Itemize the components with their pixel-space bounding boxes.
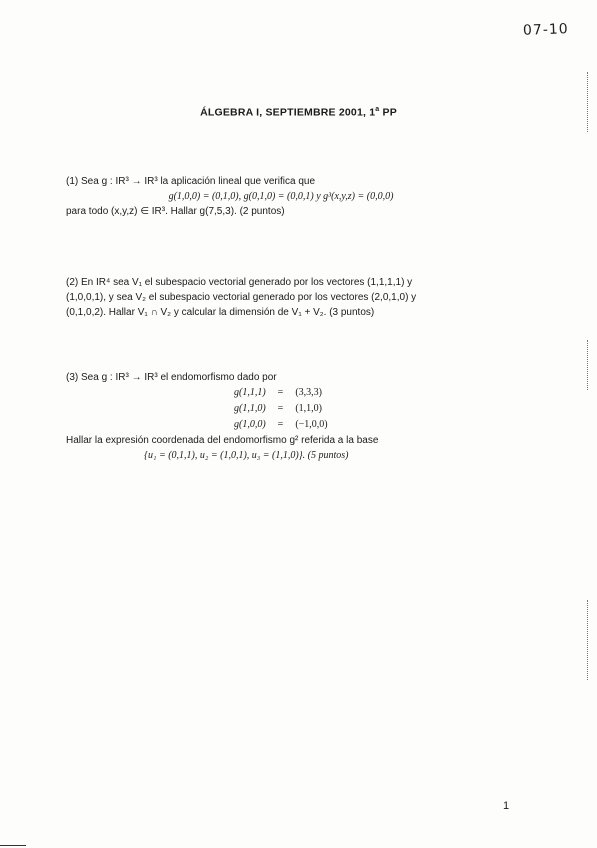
problem-3-equations [228,385,334,433]
equation-lhs: g(1,1,1) [234,387,266,398]
page-number: 1 [503,800,510,812]
problem-1-question: para todo (x,y,z) ∈ IR³. Hallar g(7,5,3). (2 puntos) [66,206,285,217]
page-title [0,106,597,119]
problem-3-intro: (3) Sea g : IR³ → IR³ el endomorfismo dado por [66,372,277,383]
equation-sign: = [277,387,284,398]
problem-1 [66,174,496,219]
scan-artifact [587,72,589,132]
scan-artifact [0,845,26,846]
equation-rhs: (−1,0,0) [295,419,328,430]
problem-3-question: Hallar la expresión coordenada del endomorfismo g² referida a la base [66,435,379,446]
problem-2 [66,275,496,320]
equation-sign: = [277,403,284,414]
problem-1-conditions: g(1,0,0) = (0,1,0), g(0,1,0) = (0,0,1) y g³(x,y,z) = (0,0,0) [168,191,394,202]
problem-2-line-1: (2) En IR⁴ sea V₁ el subespacio vectorial generado por los vectores (1,1,1,1) y [66,277,413,288]
title-tail: PP [379,106,397,119]
equation-row [228,385,334,401]
equation-row [228,401,334,417]
scan-artifact [587,340,589,390]
problem-3 [66,370,496,463]
problem-1-statement: (1) Sea g : IR³ → IR³ la aplicación lineal que verifica que [66,176,316,187]
problem-2-line-2: (1,0,0,1), y sea V₂ el subespacio vectorial generado por los vectores (2,0,1,0) y [66,292,417,303]
equation-lhs: g(1,1,0) [234,403,266,414]
handwritten-note: 07-10 [523,21,570,39]
equation-rhs: (1,1,0) [295,403,322,414]
problem-3-basis: {u₁ = (0,1,1), u₂ = (1,0,1), u₃ = (1,1,0)}. (5 puntos) [144,450,349,461]
equation-row [228,417,334,433]
scan-artifact [587,600,589,680]
equation-rhs: (3,3,3) [295,387,322,398]
equation-sign: = [277,419,284,430]
equation-lhs: g(1,0,0) [234,419,266,430]
title-superscript: a [375,106,380,113]
title-text: ÁLGEBRA I, SEPTIEMBRE 2001, 1 [200,106,376,119]
problem-2-line-3: (0,1,0,2). Hallar V₁ ∩ V₂ y calcular la dimensión de V₁ + V₂. (3 puntos) [66,307,375,318]
